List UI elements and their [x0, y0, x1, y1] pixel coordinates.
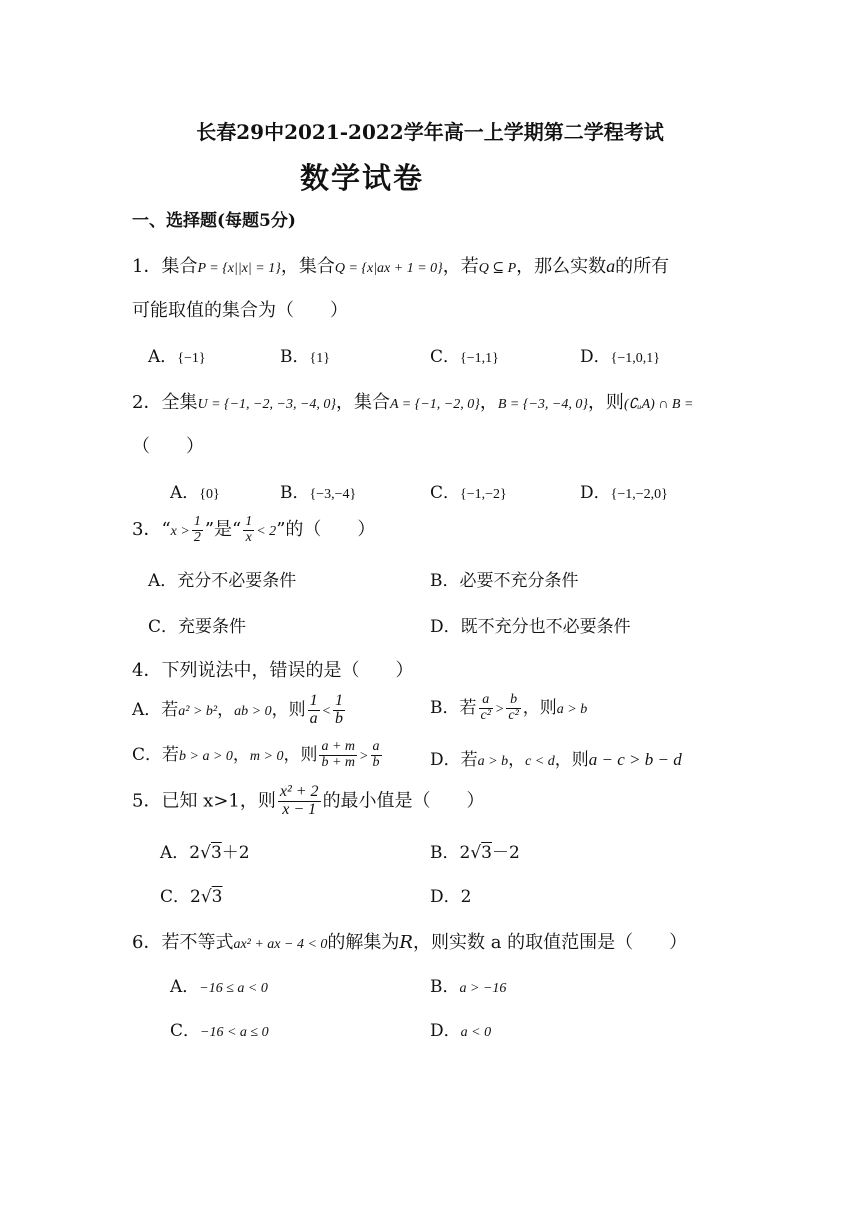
q1-option-d: D．{−1,0,1} [580, 347, 660, 367]
q4-option-b: B．若 $\frac{a}{\text{c²}}$ > $\frac{b}{\text{c²}}$ ，则a > b [430, 692, 588, 723]
q1-option-c: C．{−1,1} [430, 347, 499, 367]
exam-subtitle: 数学试卷 [300, 161, 425, 195]
set-b: B = {−3, −4, 0} [497, 397, 588, 412]
q4-option-c: C．若b > a > 0，m > 0，则 $\frac{a + m}{b + m}$ > $\frac{a}{b}$ [132, 739, 380, 770]
q2-option-d: D．{−1,−2,0} [580, 483, 668, 503]
question-2-line-1: 2．全集U = {−1, −2, −3, −4, 0}，集合A = {−1, −2, 0}，B = {−3, −4, 0}，则(∁ᵤA) ∩ B = [132, 392, 694, 413]
fraction-one-half: $\frac{1}{2}$ [193, 514, 201, 545]
q3-option-d: D．既不充分也不必要条件 [430, 617, 631, 637]
question-6-stem: 6．若不等式ax² + ax − 4 < 0的解集为R，则实数 a 的取值范围是（ ） [132, 932, 688, 953]
inequality: ax² + ax − 4 < 0 [233, 937, 328, 952]
subset-relation: Q ⊆ P [478, 261, 517, 276]
q2-option-c: C．{−1,−2} [430, 483, 507, 503]
q6-option-b: B．a > −16 [430, 977, 507, 997]
q6-option-a: A．−16 ≤ a < 0 [170, 977, 268, 997]
set-a: A = {−1, −2, 0} [390, 397, 480, 412]
q4-option-d: D．若a > b，c < d，则a − c > b − d [430, 750, 682, 770]
q5-option-a: A．2√3＋2 [160, 843, 250, 863]
fraction-expression: $\frac{\text{x² + 2}}{x - 1}$ [279, 783, 319, 818]
exam-title: 长春29中2021-2022学年高一上学期第二学程考试 [196, 120, 664, 144]
q3-option-a: A．充分不必要条件 [148, 571, 297, 591]
q1-option-a: A．{−1} [148, 347, 206, 367]
q1-option-b: B．{1} [280, 347, 330, 367]
complement-expression: (∁ᵤA) ∩ B = [623, 397, 694, 412]
q5-option-c: C．2√3 [160, 887, 223, 907]
question-5-stem: 5．已知 x>1，则 $\frac{\text{x² + 2}}{x - 1}$ 的最小值是（ ） [132, 783, 485, 818]
q6-option-c: C．−16 < a ≤ 0 [170, 1021, 269, 1041]
set-u: U = {−1, −2, −3, −4, 0} [197, 397, 336, 412]
question-2-line-2: （ ） [132, 436, 204, 457]
q2-option-a: A．{0} [170, 483, 220, 503]
q6-option-d: D．a < 0 [430, 1021, 492, 1041]
q3-option-c: C．充要条件 [148, 617, 247, 637]
question-3-stem: 3．“x > $\frac{1}{2}$ ”是“ $\frac{1}{x}$ < 2”的（ ） [132, 514, 376, 545]
fraction-one-over-x: $\frac{1}{x}$ [245, 514, 253, 545]
section-heading: 一、选择题(每题5分) [132, 211, 296, 231]
q4-option-a: A．若a² > b²，ab > 0，则 $\frac{1}{a}$ < $\frac{1}{b}$ [132, 692, 344, 727]
q3-option-b: B．必要不充分条件 [430, 571, 579, 591]
question-1-line-1: 1．集合P = {x||x| = 1}，集合Q = {x|ax + 1 = 0}，若Q ⊆ P，那么实数a的所有 [132, 256, 670, 277]
set-q: Q = {x|ax + 1 = 0} [334, 261, 443, 276]
question-1-line-2: 可能取值的集合为（ ） [132, 300, 348, 321]
set-p: P = {x||x| = 1} [197, 261, 281, 276]
question-4-stem: 4．下列说法中，错误的是（ ） [132, 660, 414, 681]
q2-option-b: B．{−3,−4} [280, 483, 357, 503]
q5-option-b: B．2√3－2 [430, 843, 520, 863]
q5-option-d: D．2 [430, 887, 472, 907]
